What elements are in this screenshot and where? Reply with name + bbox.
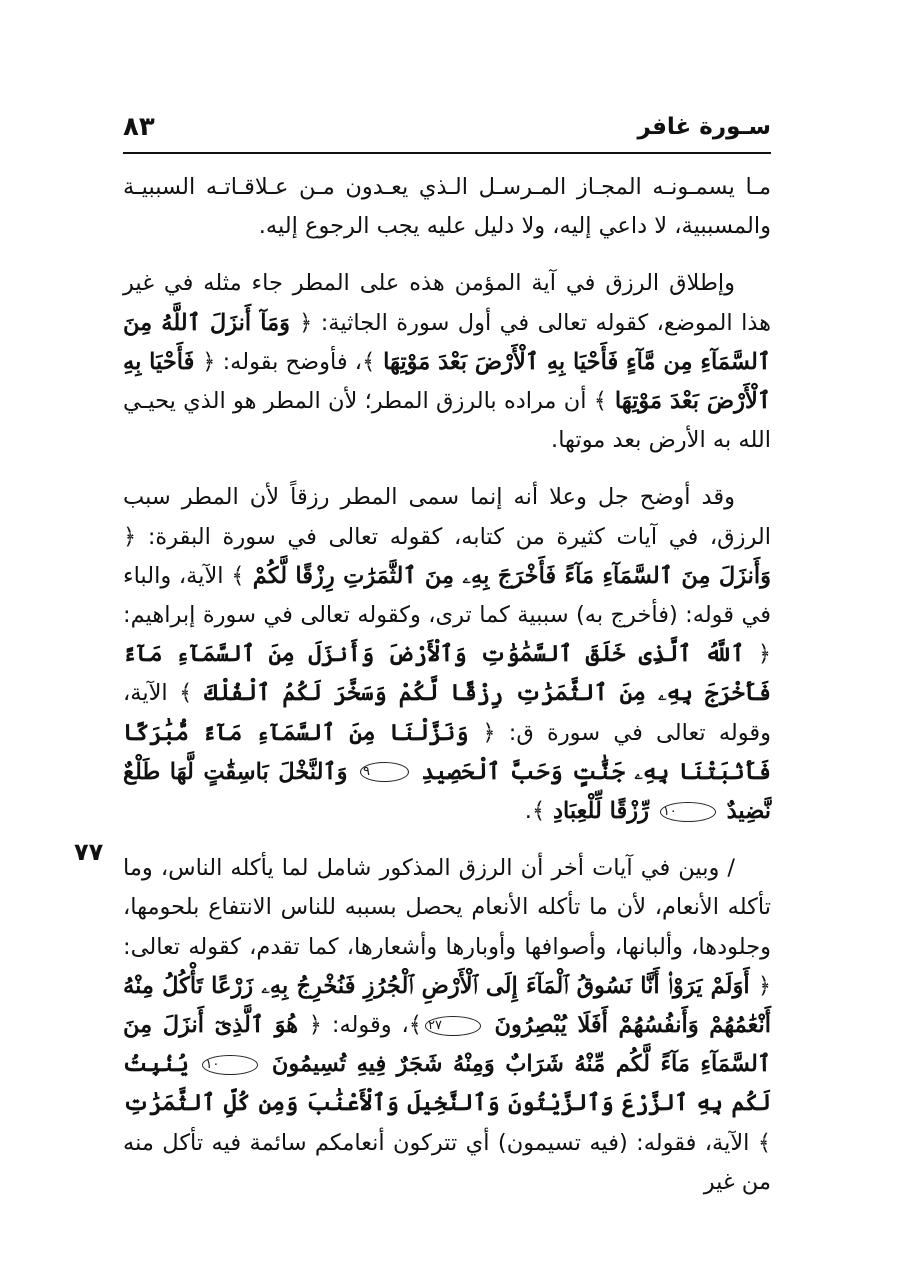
paragraph-p1	[123, 168, 771, 246]
quran-verse: أَوَلَمْ يَرَوْا۟ أَنَّا نَسُوقُ ٱلْمَآءَ إِلَى ٱلْأَرْضِ ٱلْجُرُزِ فَنُخْرِجُ بِهِۦ زَرْعًا تَأْكُلُ مِنْهُ أَنْعَٰمُهُمْ وَأَنفُسُهُمْ أَفَلَا يُبْصِرُونَ	[123, 972, 771, 1039]
quran-bracket: ﴾	[531, 798, 546, 825]
chapter-title: سـورة غافر	[637, 114, 771, 140]
quran-bracket: ﴿	[308, 1012, 322, 1039]
verse-number: ٢٧	[425, 1016, 481, 1036]
text-segment: أن مراده بالرزق المطر؛ لأن المطر هو الذي يحيـي الله به الأرض بعد موتها.	[123, 388, 771, 454]
page-number: ٨٣	[123, 112, 155, 142]
quran-bracket: ﴾	[408, 1012, 422, 1039]
verse-number: ٩	[360, 762, 409, 782]
text-segment: ، وقوله:	[321, 1012, 409, 1039]
text-segment: / وبين في آيات أخر أن الرزق المذكور شامل لما يأكله الناس، وما تأكله الأنعام، لأن ما تأكله الأنعام يحصل بسببه للناس الانتفاع بلحومها، وجلودها، وألبانها، وأصوافها وأوبارها وأشعارها، كما تقدم، كقوله تعالى:	[123, 855, 771, 960]
quran-verse: فَأَحْيَا بِهِ ٱلْأَرْضَ بَعْدَ مَوْتِهَا	[123, 348, 771, 415]
quran-bracket: ﴿	[123, 523, 137, 550]
quran-bracket: ﴾	[593, 388, 607, 415]
quran-verse: هُوَ ٱلَّذِىٓ أَنزَلَ مِنَ ٱلسَّمَآءِ مَآءً لَّكُم مِّنْهُ شَرَابٌ وَمِنْهُ شَجَرٌ فِيهِ تُسِيمُونَ	[123, 1012, 771, 1078]
paragraph-gap	[123, 831, 771, 849]
quran-bracket: ﴿	[299, 309, 313, 336]
text-segment: الآية، والباء في قوله: (فأخرج به) سببية كما ترى، وكقوله تعالى في سورة إبراهيم:	[123, 562, 771, 629]
text-segment: وإطلاق الرزق في آية المؤمن هذه على المطر جاء مثله في غير هذا الموضع، كقوله تعالى في أول سورة الجاثية:	[123, 270, 771, 336]
paragraph-p4	[123, 849, 771, 1202]
quran-verse: وَمَآ أَنزَلَ ٱللَّهُ مِنَ ٱلسَّمَآءِ مِن مَّآءٍ فَأَحْيَا بِهِ ٱلْأَرْضَ بَعْدَ مَوْتِهَا	[123, 309, 771, 375]
text-segment: ، فأوضح بقوله:	[215, 348, 363, 375]
quran-bracket: ﴾	[362, 348, 376, 375]
quran-verse: ٱللَّهُ ٱلَّذِى خَلَقَ ٱلسَّمَٰوَٰتِ وَٱلْأَرْضَ وَأَنزَلَ مِنَ ٱلسَّمَآءِ مَآءً فَأَخْرَجَ بِهِۦ مِنَ ٱلثَّمَرَٰتِ رِزْقًا لَّكُمْ وَسَخَّرَ لَكُمُ ٱلْفُلْكَ	[123, 641, 771, 707]
text-segment: .	[524, 798, 532, 825]
text-segment: الآية، فقوله: (فيه تسيمون) أي تتركون أنعامكم سائمة فيه تأكل منه من غير	[123, 1129, 771, 1195]
quran-bracket: ﴿	[757, 972, 771, 999]
paragraph-gap	[123, 460, 771, 478]
quran-bracket: ﴿	[482, 719, 496, 746]
text-segment: الآية، وقوله تعالى في سورة ق:	[123, 680, 771, 746]
quran-bracket: ﴿	[202, 348, 216, 375]
verse-number: ١٠	[202, 1055, 258, 1075]
quran-bracket: ﴾	[179, 680, 193, 707]
quran-verse: وَنَزَّلْنَا مِنَ ٱلسَّمَآءِ مَآءً مُّبَٰرَكًا فَأَنۢبَتْنَا بِهِۦ جَنَّٰتٍ وَحَبَّ ٱلْحَصِيدِ	[123, 719, 771, 785]
paragraph-p3	[123, 478, 771, 831]
paragraph-p2	[123, 264, 771, 460]
margin-page-reference: ٧٧	[74, 838, 104, 866]
quran-bracket: ﴾	[231, 562, 245, 589]
quran-verse: يُنۢبِتُ لَكُم بِهِ ٱلزَّرْعَ وَٱلزَّيْتُونَ وَٱلنَّخِيلَ وَٱلْأَعْنَٰبَ وَمِن كُلِّ ٱلثَّمَرَٰتِ	[123, 1051, 771, 1117]
quran-verse: وَٱلنَّخْلَ بَاسِقَٰتٍ لَّهَا طَلْعٌ نَّضِيدٌ	[123, 758, 771, 825]
body-text	[123, 168, 771, 1202]
text-segment: وقد أوضح جل وعلا أنه إنما سمى المطر رزقاً لأن المطر سبب الرزق، في آيات كثيرة من كتابه، كقوله تعالى في سورة البقرة:	[123, 484, 771, 550]
paragraph-gap	[123, 246, 771, 264]
verse-number: ١٠	[660, 802, 716, 822]
quran-bracket: ﴾	[757, 1129, 771, 1156]
quran-verse: رِّزْقًا لِّلْعِبَادِ	[545, 798, 657, 825]
text-segment: مـا يسمـونـه المجـاز المـرسـل الـذي يعـدون مـن عـلاقـاتـه السببيـة والمسببية، لا داعي إليه، ولا دليل عليه يجب الرجوع إليه.	[123, 174, 771, 240]
quran-bracket: ﴿	[757, 641, 771, 668]
page-header	[123, 112, 771, 154]
quran-verse: وَأَنزَلَ مِنَ ٱلسَّمَآءِ مَآءً فَأَخْرَجَ بِهِۦ مِنَ ٱلثَّمَرَٰتِ رِزْقًا لَّكُمْ	[244, 562, 772, 589]
